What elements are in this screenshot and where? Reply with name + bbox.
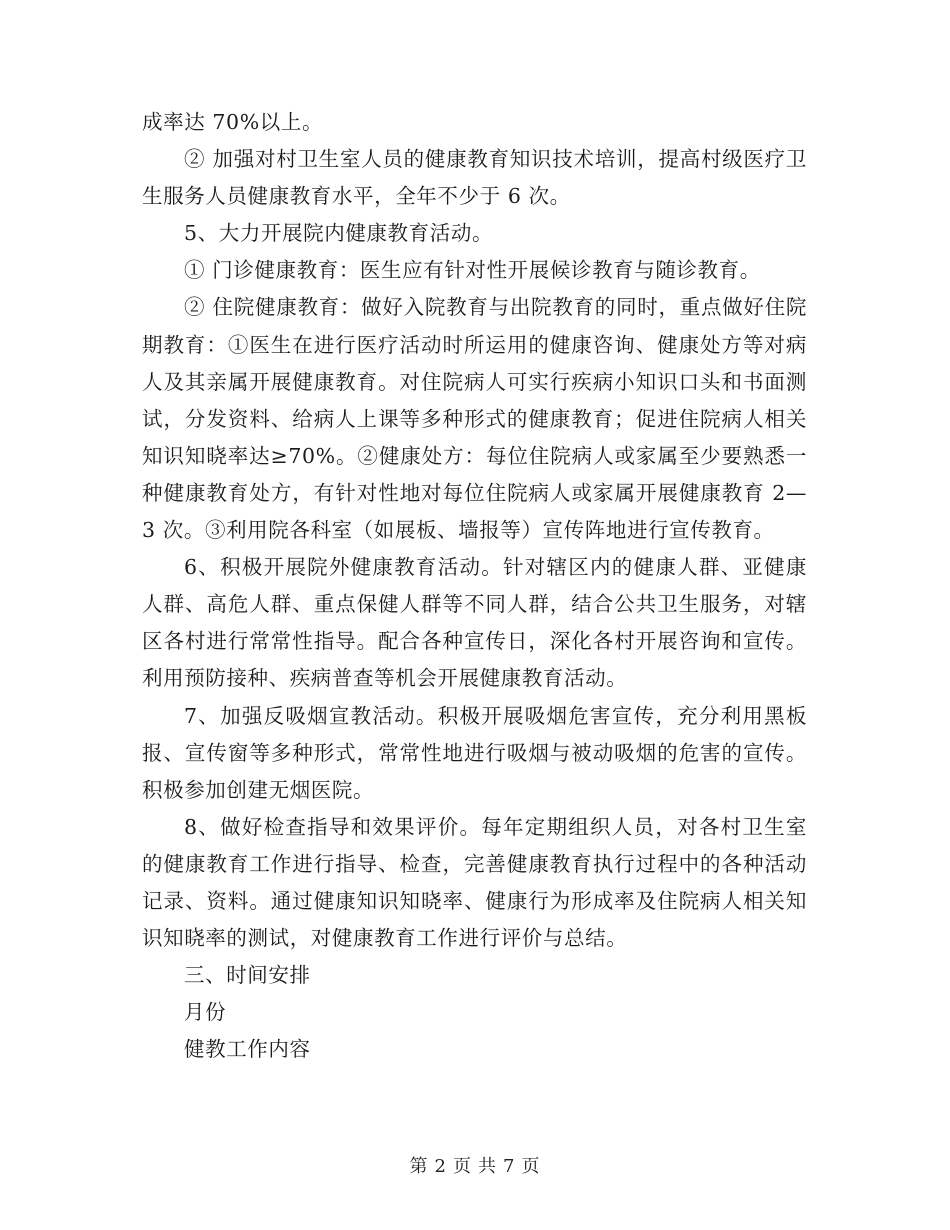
footer-suffix: 页 (521, 1156, 541, 1177)
page-footer (0, 1152, 950, 1178)
footer-total-word: 共 (478, 1156, 497, 1177)
paragraph-5: ② 住院健康教育：做好入院教育与出院教育的同时，重点做好住院期教育：①医生在进行医疗活动时所运用的健康咨询、健康处方等对病人及其亲属开展健康教育。对住院病人可实行疾病小知识口头和书面测试，分发资料、给病人上课等多种形式的健康教育；促进住院病人相关知识知晓率达≥70%。②健康处方：每位住院病人或家属至少要熟悉一种健康教育处方，有针对性地对每位住院病人或家属开展健康教育 2—3 次。③利用院各科室（如展板、墙报等）宣传阵地进行宣传教育。 (142, 295, 807, 543)
footer-page-word: 页 (453, 1156, 472, 1177)
paragraph-1: 成率达 70%以上。 (142, 110, 324, 134)
paragraph-3: 5、大力开展院内健康教育活动。 (184, 221, 494, 246)
table-header-month: 月份 (184, 1000, 227, 1025)
footer-prefix: 第 (409, 1156, 429, 1177)
section-heading: 三、时间安排 (184, 963, 311, 988)
paragraph-8: 8、做好检查指导和效果评价。每年定期组织人员，对各村卫生室的健康教育工作进行指导、检查，完善健康教育执行过程中的各种活动记录、资料。通过健康知识知晓率、健康行为形成率及住院病人相关知识知晓率的测试，对健康教育工作进行评价与总结。 (142, 814, 807, 951)
paragraph-6: 6、积极开展院外健康教育活动。针对辖区内的健康人群、亚健康人群、高危人群、重点保健人群等不同人群，结合公共卫生服务，对辖区各村进行常常性指导。配合各种宣传日，深化各村开展咨询和宣传。利用预防接种、疾病普查等机会开展健康教育活动。 (142, 555, 807, 691)
table-header-content: 健教工作内容 (184, 1037, 311, 1062)
footer-page-number: 2 (434, 1156, 447, 1177)
paragraph-4: ① 门诊健康教育：医生应有针对性开展候诊教育与随诊教育。 (184, 258, 761, 283)
footer-total-pages: 7 (503, 1156, 516, 1177)
document-body (142, 104, 807, 1068)
paragraph-7: 7、加强反吸烟宣教活动。积极开展吸烟危害宣传，充分利用黑板报、宣传窗等多种形式，常常性地进行吸烟与被动吸烟的危害的宣传。积极参加创建无烟医院。 (142, 703, 807, 802)
paragraph-2: ② 加强对村卫生室人员的健康教育知识技术培训，提高村级医疗卫生服务人员健康教育水平，全年不少于 6 次。 (142, 147, 807, 209)
